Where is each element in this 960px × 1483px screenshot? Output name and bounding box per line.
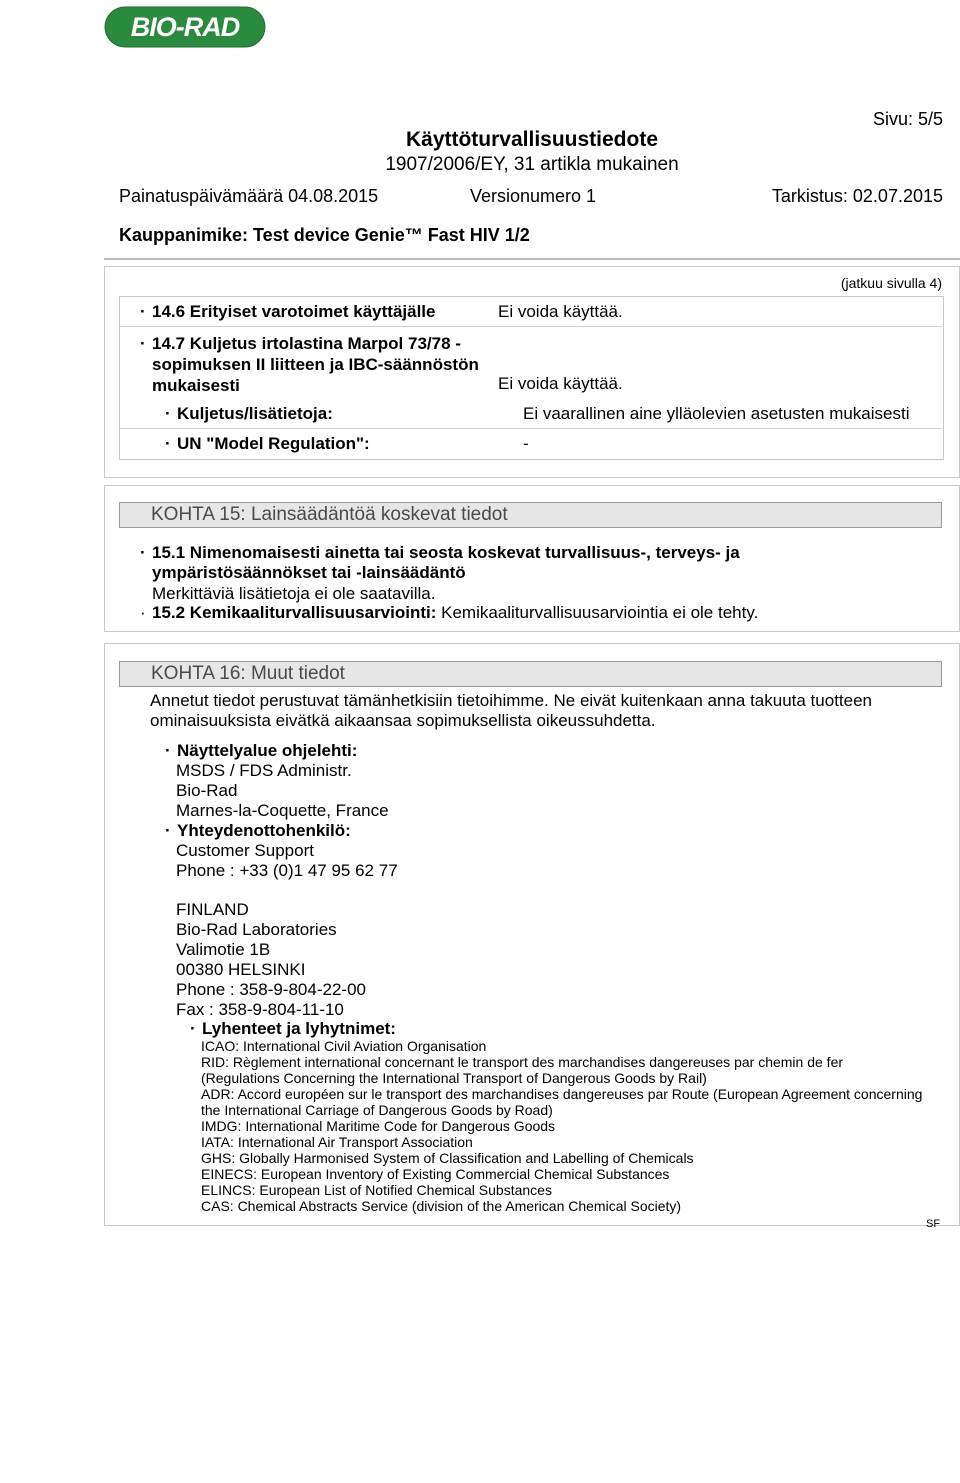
- page-number: Sivu: 5/5: [872, 109, 943, 129]
- transport-info-label: · Kuljetus/lisätietoja:: [165, 404, 333, 423]
- abbreviations-label: · Lyhenteet ja lyhytnimet:: [190, 1019, 396, 1038]
- revision-date: Tarkistus: 02.07.2015: [771, 186, 943, 206]
- section-15-heading: KOHTA 15: Lainsäädäntöä koskevat tiedot: [119, 502, 942, 528]
- language-code: SF: [926, 1218, 941, 1230]
- contact-lines: Customer Support Phone : +33 (0)1 47 95 62 77: [176, 841, 398, 880]
- contact-label: · Yhteydenottohenkilö:: [165, 821, 351, 840]
- document-subtitle: 1907/2006/EY, 31 artikla mukainen: [385, 154, 679, 175]
- row-divider: [119, 428, 942, 429]
- section-15-1-title: · 15.1 Nimenomaisesti ainetta tai seosta koskevat turvallisuus-, terveys- ja ympäristösäännökset tai -lainsäädäntö: [140, 543, 740, 582]
- section-15-1-text: Merkittäviä lisätietoja ei ole saatavilla.: [152, 584, 436, 603]
- un-model-regulation-value: -: [523, 434, 529, 453]
- row-14-7-label: · 14.7 Kuljetus irtolastina Marpol 73/78 - sopimuksen II liitteen ja IBC-säännöstön mukaisesti: [140, 334, 479, 395]
- section-16-heading: KOHTA 16: Muut tiedot: [119, 661, 942, 687]
- un-model-regulation-label: · UN "Model Regulation":: [165, 434, 370, 453]
- row-14-7-value: Ei voida käyttää.: [498, 374, 623, 393]
- row-14-6-label: · 14.6 Erityiset varotoimet käyttäjälle: [140, 302, 436, 321]
- continued-note: (jatkuu sivulla 4): [840, 275, 942, 291]
- header-divider: [104, 258, 960, 260]
- issuer-label: · Näyttelyalue ohjelehti:: [165, 741, 358, 760]
- row-divider: [119, 326, 942, 327]
- local-contact-lines: FINLAND Bio-Rad Laboratories Valimotie 1B 00380 HELSINKI Phone : 358-9-804-22-00 Fax : 358-9-804-11-10: [176, 900, 366, 1019]
- issuer-lines: MSDS / FDS Administr. Bio-Rad Marnes-la-Coquette, France: [176, 761, 389, 820]
- section-15-2: · 15.2 Kemikaaliturvallisuusarviointi: Kemikaaliturvallisuusarviointia ei ole tehty.: [140, 603, 759, 622]
- section-16-intro: Annetut tiedot perustuvat tämänhetkisiin tietoihimme. Ne eivät kuitenkaan anna takuuta tuotteen ominaisuuksista eivätkä aikaansaa sopimuksellista oikeussuhdetta.: [150, 691, 873, 730]
- row-14-6-value: Ei voida käyttää.: [498, 302, 623, 321]
- svg-text:BIO-RAD: BIO-RAD: [130, 12, 240, 42]
- bio-rad-logo: [104, 6, 266, 48]
- trade-name: Kauppanimike: Test device Genie™ Fast HIV 1/2: [119, 225, 530, 245]
- version-number: Versionumero 1: [470, 186, 597, 206]
- document-title: Käyttöturvallisuustiedote: [405, 128, 659, 151]
- abbreviations-list: ICAO: International Civil Aviation Organisation RID: Règlement international concernant le transport des marchandises dangereuses par chemin de fer (Regulations Concerning the International Transport of Dangerous Goods by Rail) ADR: Accord européen sur le transport des marchandises dangereuses par Route (European Agreement concerning the International Carriage of Dangerous Goods by Road) IMDG: International Maritime Code for Dangerous Goods IATA: International Air Transport Association GHS: Globally Harmonised System of Classification and Labelling of Chemicals EINECS: European Inventory of Existing Commercial Chemical Substances ELINCS: European List of Notified Chemical Substances CAS: Chemical Abstracts Service (division of the American Chemical Society): [201, 1038, 923, 1214]
- print-date: Painatuspäivämäärä 04.08.2015: [119, 186, 379, 206]
- transport-info-value: Ei vaarallinen aine ylläolevien asetusten mukaisesti: [523, 404, 910, 423]
